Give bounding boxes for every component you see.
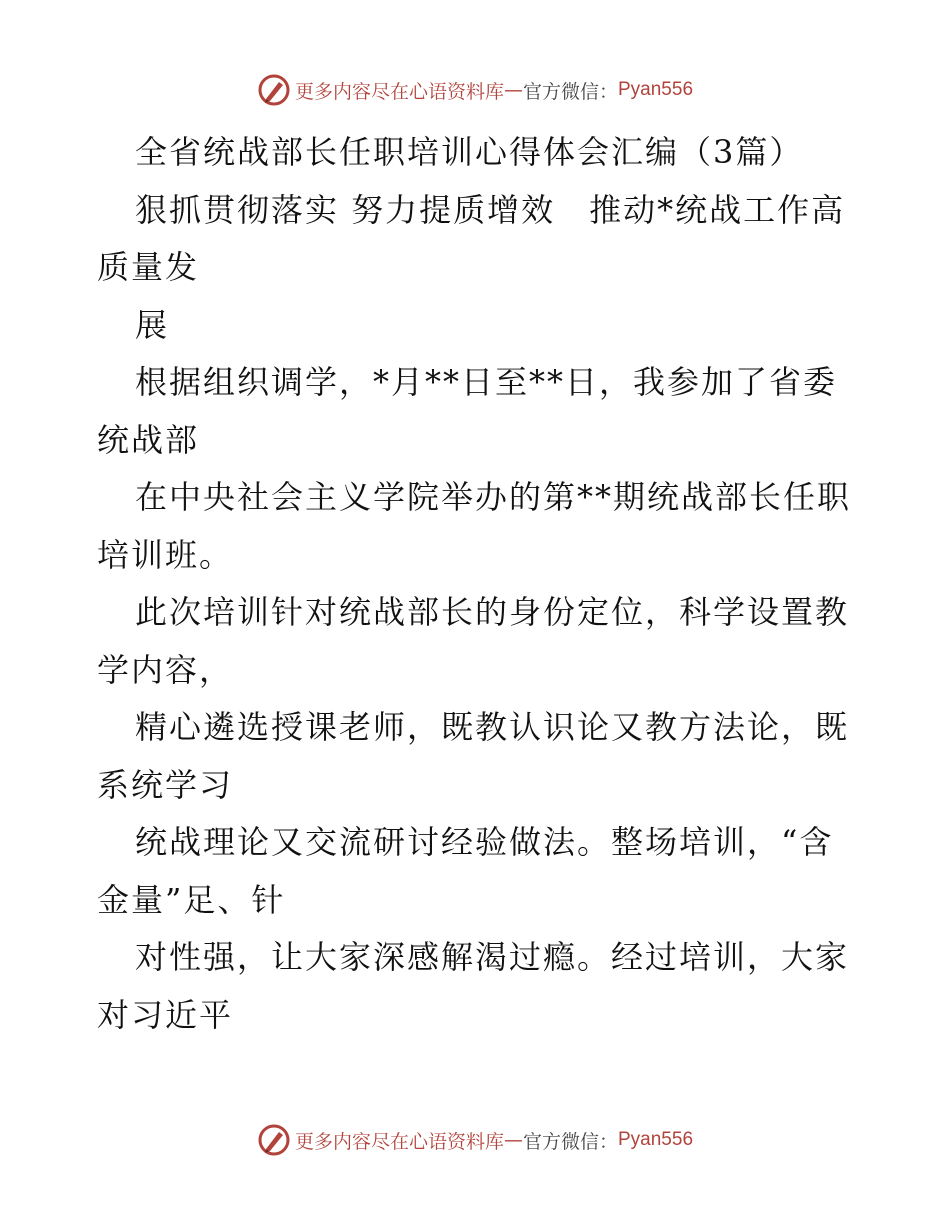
document-line: 对习近平 xyxy=(97,995,234,1034)
wechat-label: 官方微信： xyxy=(522,80,618,103)
brand-text: 更多内容尽在心语资料库 xyxy=(294,1130,504,1153)
pen-logo-icon xyxy=(257,73,291,107)
document-line: 精心遴选授课老师，既教认识论又教方法论，既 xyxy=(135,708,850,746)
document-line: 学内容， xyxy=(97,650,234,689)
wechat-label: 官方微信： xyxy=(522,1130,618,1153)
header-watermark xyxy=(0,70,950,110)
document-line: 狠抓贯彻落实 努力提质增效 推动*统战工作高 xyxy=(135,190,846,229)
brand-text: 更多内容尽在心语资料库 xyxy=(294,80,504,103)
separator: — xyxy=(503,1129,523,1151)
document-line: 金量”足、针 xyxy=(97,880,286,919)
document-line: 根据组织调学，*月**日至**日，我参加了省委 xyxy=(135,363,838,401)
pen-logo-icon xyxy=(257,1123,291,1157)
document-body xyxy=(97,124,857,1044)
document-line: 统战理论又交流研讨经验做法。整场培训，“含 xyxy=(135,823,834,861)
document-line: 在中央社会主义学院举办的第**期统战部长任职 xyxy=(135,478,852,516)
wechat-id: Pyan556 xyxy=(618,1129,694,1150)
document-line: 对性强，让大家深感解渴过瘾。经过培训，大家 xyxy=(135,938,850,976)
document-line: 展 xyxy=(135,305,170,344)
document-line: 统战部 xyxy=(97,420,200,459)
document-title: 全省统战部长任职培训心得体会汇编（3篇） xyxy=(135,133,804,171)
footer-watermark xyxy=(0,1120,950,1160)
document-line: 培训班。 xyxy=(97,535,234,574)
document-line: 系统学习 xyxy=(97,765,234,804)
wechat-id: Pyan556 xyxy=(618,79,694,100)
separator: — xyxy=(503,79,523,101)
document-line: 此次培训针对统战部长的身份定位，科学设置教 xyxy=(135,593,850,631)
document-line: 质量发 xyxy=(97,248,200,286)
